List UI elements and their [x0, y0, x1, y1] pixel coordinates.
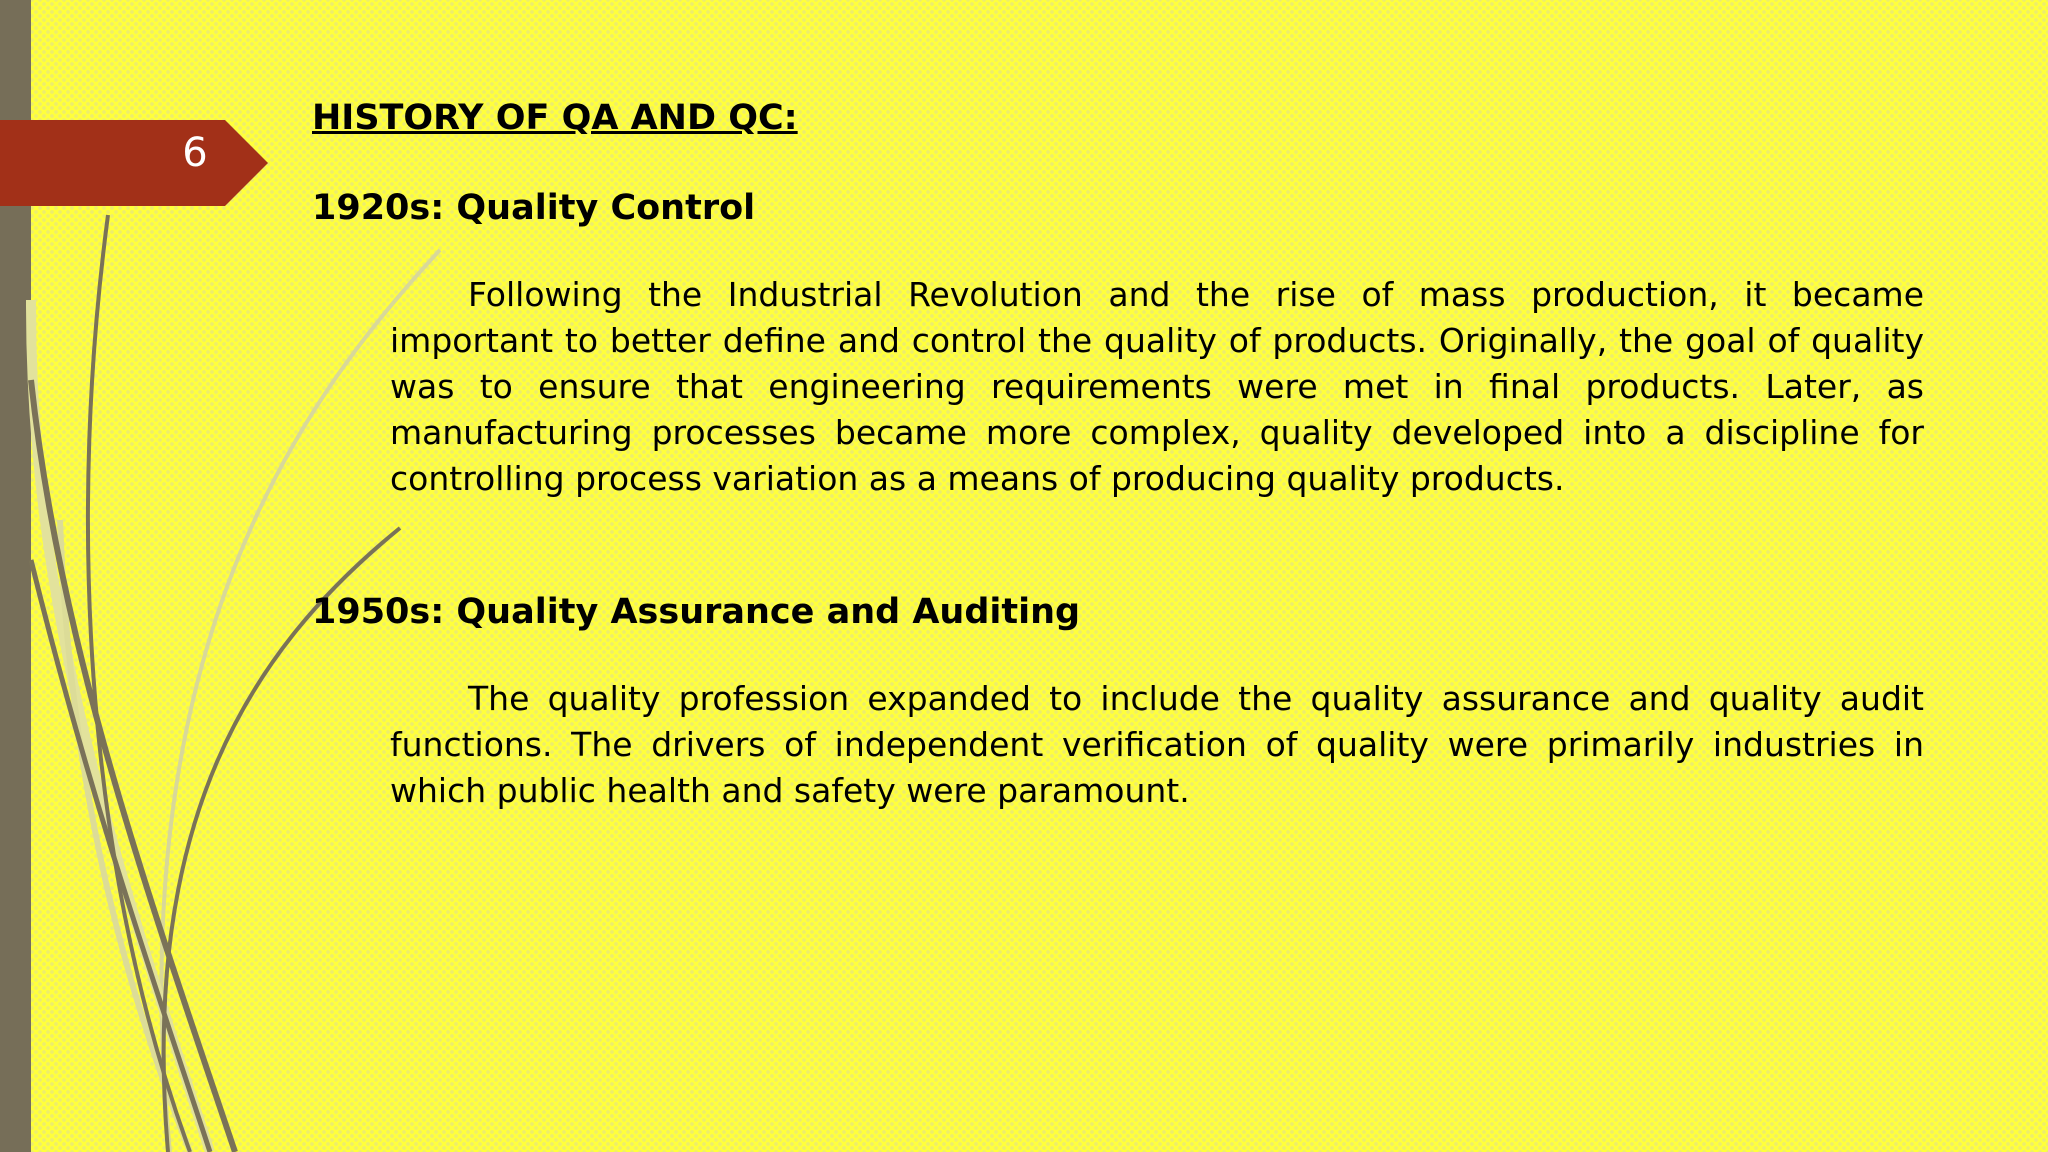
section-paragraph-quality-control: Following the Industrial Revolution and the rise of mass production, it became important to better define and control the quality of products. Originally, the goal of quality was to ensure that engineering requirements were met in final products. Later, as manufacturing processes became more complex, quality developed into a discipline for controlling process variation as a means of producing quality products. — [390, 275, 1924, 498]
curve-2 — [31, 380, 235, 1152]
section-heading-quality-assurance: 1950s: Quality Assurance and Auditing — [312, 592, 1081, 632]
pale-curve-2 — [31, 300, 210, 1152]
section-heading-quality-control: 1920s: Quality Control — [312, 188, 756, 228]
slide-number: 6 — [182, 130, 208, 176]
section-paragraph-quality-assurance: The quality profession expanded to include the quality assurance and quality audit functions. The drivers of independent verification of quality were primarily industries in which public health and safety were paramount. — [390, 679, 1924, 810]
slide-title: HISTORY OF QA AND QC: — [312, 98, 798, 138]
slide-content — [312, 92, 1924, 814]
